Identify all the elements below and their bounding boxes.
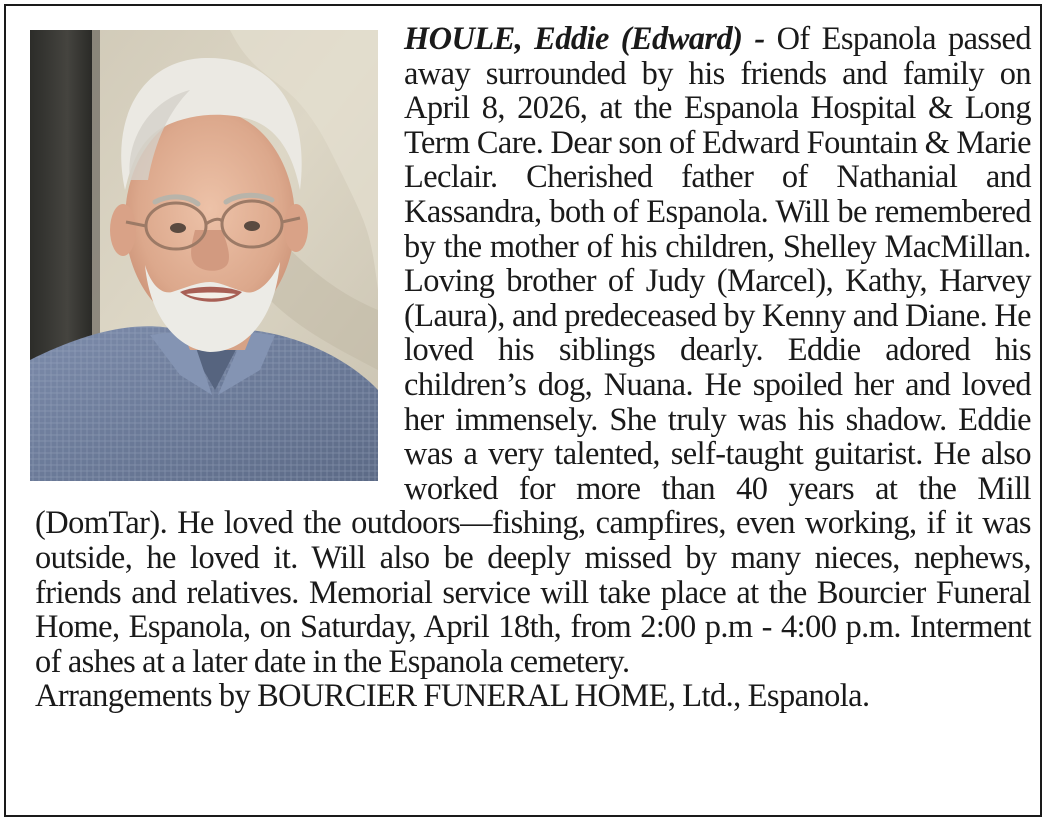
arrangements-line: Arrangements by BOURCIER FUNERAL HOME, Ltd., Espanola. <box>35 678 870 715</box>
obituary-notice <box>4 4 1042 817</box>
photo-spacer <box>35 22 385 506</box>
deceased-name: HOULE, Eddie (Edward) - <box>404 21 765 57</box>
obituary-text <box>35 22 1031 714</box>
obituary-paragraph: Of Espanola passed away surrounded by his friends and family on April 8, 2026, at the Espanola Hospital & Long Term Care. Dear son of Edward Fountain & Marie Leclair. Cherished father of Nathanial and Kassandra, both of Espanola. Will be remembered by the mother of his children, Shelley MacMillan. Loving brother of Judy (Marcel), Kathy, Harvey (Laura), and predeceased by Kenny and Diane. He loved his siblings dearly. Eddie adored his children’s dog, Nuana. He spoiled her and loved her immensely. She truly was his shadow. Eddie was a very talented, self-taught guitarist. He also worked for more than 40 years at the Mill (DomTar). He loved the outdoors—fishing, campfires, even working, if it was outside, he loved it. Will also be deeply missed by many nieces, nephews, friends and relatives. Memorial service will take place at the Bourcier Funeral Home, Espanola, on Saturday, April 18th, from 2:00 p.m - 4:00 p.m. Interment of ashes at a later date in the Espanola cemetery. <box>35 21 1032 680</box>
